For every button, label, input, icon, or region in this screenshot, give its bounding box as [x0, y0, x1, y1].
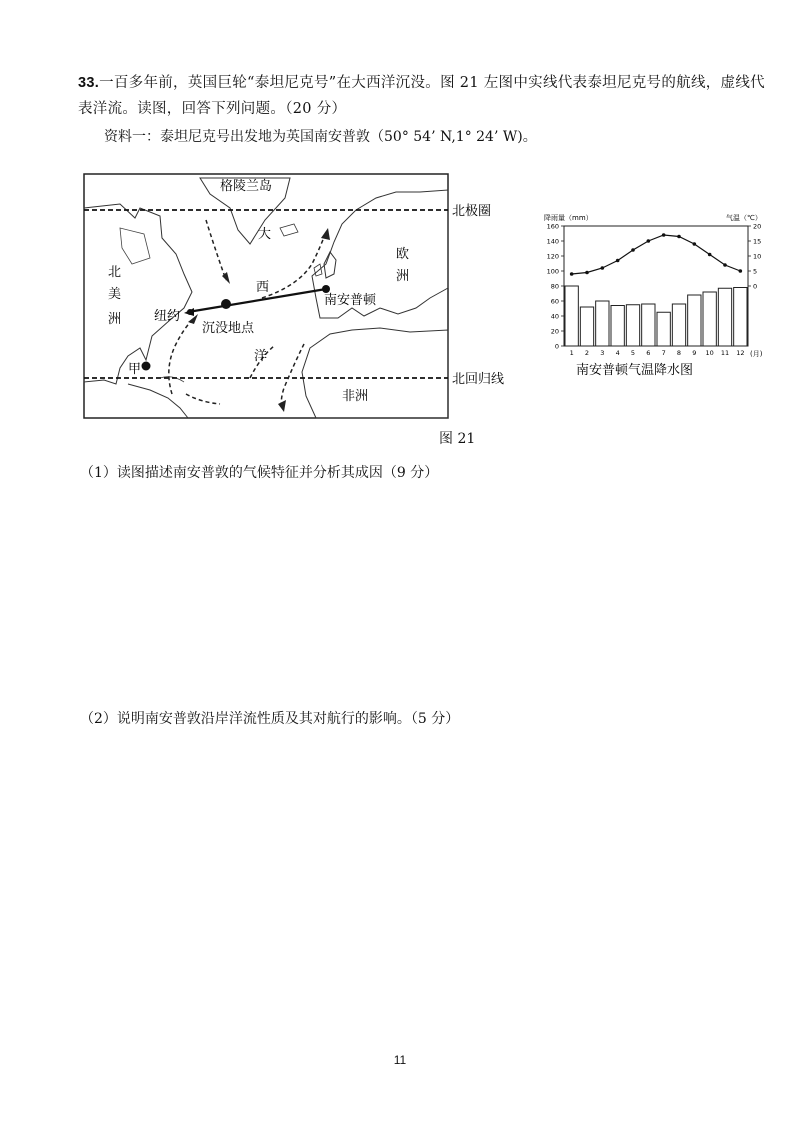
- left-tick-label: 80: [550, 282, 559, 291]
- x-tick-label: 7: [661, 349, 666, 357]
- right-tick-label: 20: [753, 222, 762, 231]
- left-tick-label: 160: [546, 222, 559, 231]
- temperature-point: [662, 233, 666, 237]
- temperature-point: [708, 253, 712, 257]
- greenland-label: 格陵兰岛: [220, 179, 273, 194]
- x-tick-label: 10: [705, 349, 714, 357]
- southampton-label: 南安普顿: [324, 293, 377, 308]
- africa-label: 非洲: [342, 389, 369, 404]
- sinking-site-label: 沉没地点: [202, 321, 255, 336]
- left-tick-label: 120: [546, 252, 559, 261]
- sub-question-2: （2）说明南安普敦沿岸洋流性质及其对航行的影响。（5 分）: [80, 711, 460, 727]
- temperature-point: [616, 259, 620, 263]
- temperature-point: [723, 263, 727, 267]
- temperature-point: [601, 266, 605, 270]
- jia-label: 甲: [128, 362, 142, 377]
- precip-bar: [688, 295, 701, 346]
- temperature-point: [647, 239, 651, 243]
- left-tick-label: 60: [550, 297, 559, 306]
- da-label: 大: [258, 227, 272, 242]
- southampton-point: [322, 285, 330, 293]
- question-number: 33.: [78, 75, 100, 91]
- page-number: 11: [393, 1053, 407, 1067]
- sinking-point: [221, 299, 231, 309]
- left-axis-title: 降雨量（mm）: [544, 214, 593, 222]
- precip-bar: [718, 288, 731, 346]
- bei-label: 北: [108, 265, 122, 280]
- jia-point: [142, 362, 151, 371]
- x-tick-label: 12: [736, 349, 745, 357]
- tropic-cancer-label: 北回归线: [452, 372, 505, 387]
- temperature-point: [693, 242, 697, 246]
- left-tick-label: 100: [546, 267, 559, 276]
- left-tick-label: 0: [554, 342, 559, 351]
- material-text: 资料一：泰坦尼克号出发地为英国南安普敦（50° 54’ N,1° 24’ W)。: [104, 129, 537, 145]
- right-axis-title: 气温（℃）: [726, 214, 762, 222]
- left-tick-label: 140: [546, 237, 559, 246]
- x-tick-label: 3: [600, 349, 605, 357]
- precip-bar: [611, 306, 624, 347]
- new-york-label: 纽约: [154, 309, 181, 324]
- x-tick-label: 9: [692, 349, 697, 357]
- temperature-point: [585, 271, 589, 275]
- figure-21: [80, 168, 780, 458]
- precip-bar: [580, 307, 593, 346]
- precip-bar: [642, 304, 655, 346]
- precip-bar: [734, 288, 747, 347]
- precip-bar: [626, 305, 639, 346]
- precip-bar: [657, 312, 670, 346]
- mei-label: 美: [108, 287, 122, 302]
- x-tick-label: 6: [646, 349, 651, 357]
- temperature-line: [572, 235, 741, 274]
- left-tick-label: 40: [550, 312, 559, 321]
- chart-title: 南安普顿气温降水图: [576, 363, 694, 378]
- question-stem: [78, 70, 768, 122]
- x-tick-label: 8: [676, 349, 682, 357]
- figure-label: 图 21: [439, 431, 476, 447]
- precip-bar: [672, 304, 685, 346]
- climate-chart: [544, 213, 763, 378]
- left-tick-label: 20: [550, 327, 559, 336]
- temperature-point: [570, 272, 574, 276]
- right-tick-label: 15: [753, 237, 762, 246]
- x-tick-label: 2: [584, 349, 590, 357]
- precip-bar: [596, 301, 609, 346]
- question-text: 一百多年前，英国巨轮“泰坦尼克号”在大西洋沉没。图 21 左图中实线代表泰坦尼克号的航线，虚线代表洋流。读图，回答下列问题。（20 分）: [78, 75, 765, 117]
- zhou2-label: 洲: [396, 269, 410, 284]
- x-tick-label: 1: [569, 349, 574, 357]
- right-tick-label: 10: [753, 252, 762, 261]
- arctic-circle-label: 北极圈: [452, 204, 492, 219]
- new-york-point: [187, 309, 193, 315]
- sub-question-1: （1）读图描述南安普敦的气候特征并分析其成因（9 分）: [80, 465, 439, 481]
- temperature-point: [677, 235, 681, 239]
- temperature-point: [739, 269, 743, 273]
- right-tick-label: 5: [753, 267, 758, 276]
- right-tick-label: 0: [753, 282, 758, 291]
- precip-bar: [565, 286, 578, 346]
- x-tick-label: 4: [615, 349, 620, 357]
- temperature-point: [631, 248, 635, 252]
- yang-label: 洋: [254, 349, 268, 364]
- x-tick-label: 5: [630, 349, 636, 357]
- xi-label: 西: [256, 280, 270, 295]
- x-tick-label: 11: [720, 349, 730, 357]
- x-axis-unit: (月): [750, 350, 763, 358]
- atlantic-map: [84, 174, 504, 418]
- ou-label: 欧: [396, 247, 410, 262]
- zhou-label: 洲: [108, 312, 122, 327]
- precip-bar: [703, 292, 716, 346]
